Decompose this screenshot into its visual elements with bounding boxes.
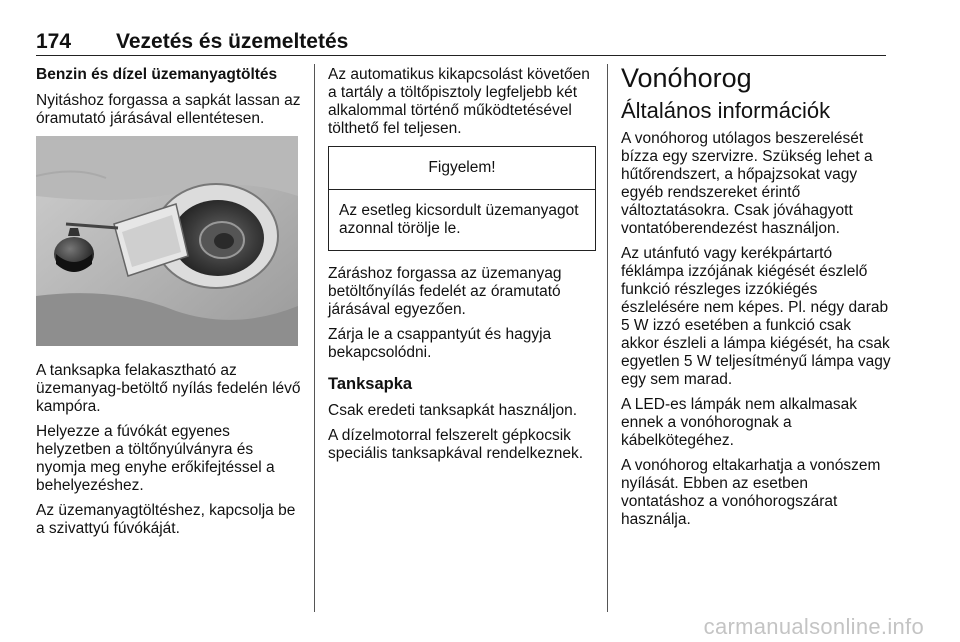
paragraph: A dízelmotorral felszerelt gépkocsik speciális tanksapkával rendelkeznek. — [328, 427, 584, 462]
paragraph: Csak eredeti tanksapkát használjon. — [328, 402, 578, 419]
paragraph: Az automatikus kikapcsolást követően a tartály a töltőpisztoly legfeljebb két alkalommal történő működtetésével tölthető fel teljesen. — [328, 66, 590, 137]
section-heading-fuel: Benzin és dízel üzemanyagtöltés — [36, 66, 278, 83]
column-divider — [314, 64, 315, 612]
column-right — [621, 63, 891, 536]
header-rule — [36, 55, 886, 56]
paragraph: Nyitáshoz forgassa a sapkát lassan az óramutató járásával ellentétesen. — [36, 92, 301, 127]
paragraph: Helyezze a fúvókát egyenes helyzetben a töltőnyúlványra és nyomja meg enyhe erőkifejtéssel a behelyezéshez. — [36, 423, 275, 494]
section-title-towbar: Vonóhorog — [621, 63, 752, 93]
page-title: Vezetés és üzemeltetés — [116, 30, 349, 53]
paragraph: A LED-es lámpák nem alkalmasak ennek a vonóhorognak a kábelkötegéhez. — [621, 396, 858, 449]
paragraph: Az üzemanyagtöltéshez, kapcsolja be a szivattyú fúvókáját. — [36, 502, 296, 537]
paragraph: A tanksapka felakasztható az üzemanyag-betöltő nyílás fedelén lévő kampóra. — [36, 362, 301, 415]
fuel-filler-illustration — [36, 136, 298, 346]
paragraph: A vonóhorog eltakarhatja a vonószem nyílását. Ebben az esetben vontatáshoz a vonóhorogszárat használja. — [621, 457, 881, 528]
paragraph: A vonóhorog utólagos beszerelését bízza egy szervizre. Szükség lehet a hűtőrendszert, a hőpajzsokat vagy egyéb rendszereket érintő változtatásokra. Csak jóváhagyott vontatóberendezést használjon. — [621, 130, 873, 237]
page-number: 174 — [36, 30, 72, 53]
paragraph: Az utánfutó vagy kerékpártartó féklámpa izzójának kiégését észlelő funkció részleges izzókiégés észlelésére nem képes. Pl. négy darab 5 W izzó esetében a funkció csak akkor észleli a lámpa kiégését, ha csak egyetlen 5 W teljesítményű lámpa vagy egy sem marad. — [621, 245, 891, 388]
column-middle — [328, 66, 596, 470]
warning-title: Figyelem! — [329, 147, 595, 190]
paragraph: Zárja le a csappantyút és hagyja bekapcsolódni. — [328, 326, 552, 361]
column-left — [36, 66, 304, 545]
warning-box — [328, 146, 596, 251]
section-heading-tanksapka: Tanksapka — [328, 375, 413, 393]
section-subtitle-general-info: Általános információk — [621, 98, 831, 123]
watermark: carmanualsonline.info — [703, 614, 924, 639]
page-header — [36, 30, 886, 56]
paragraph: Záráshoz forgassa az üzemanyag betöltőnyílás fedelét az óramutató járásával egyezően. — [328, 265, 562, 318]
warning-text: Az esetleg kicsordult üzemanyagot azonnal törölje le. — [339, 202, 579, 237]
column-divider — [607, 64, 608, 612]
